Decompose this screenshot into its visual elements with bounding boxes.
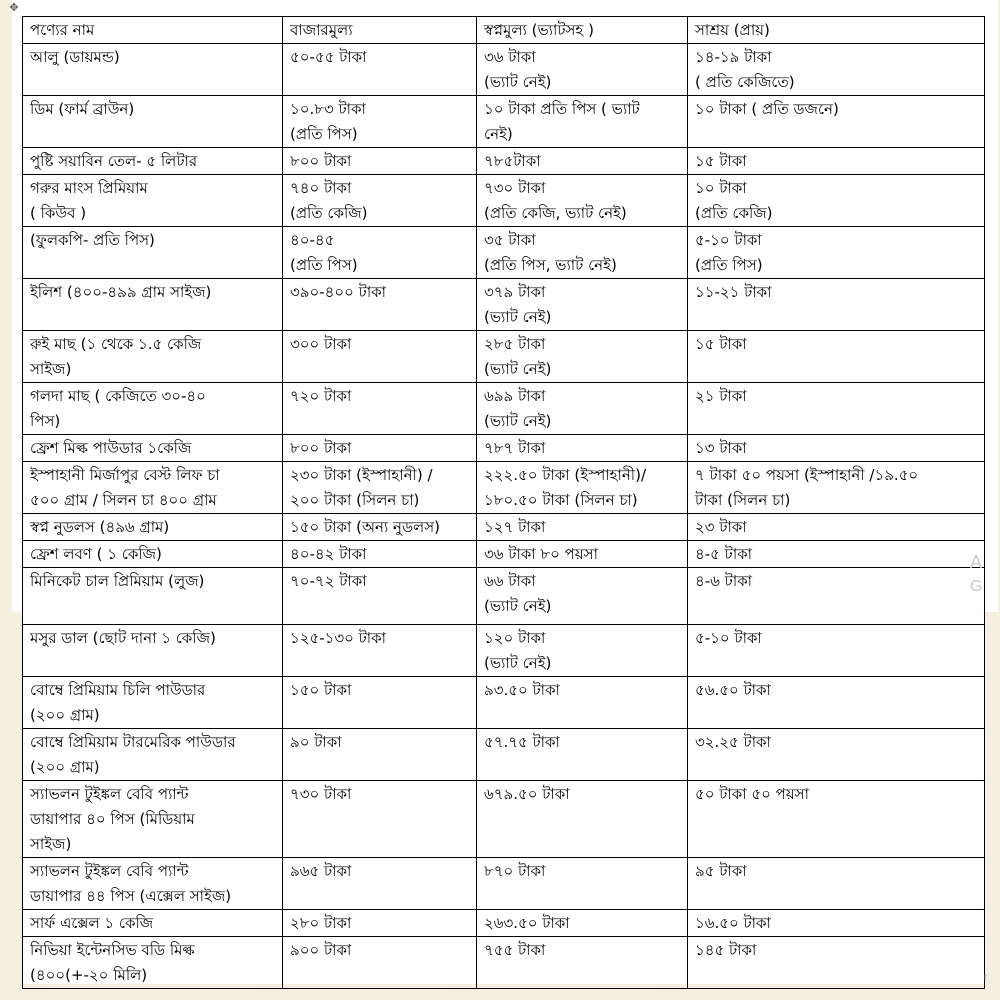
product-name-cell <box>23 148 283 175</box>
cell-text-line: ১৪-১৯ টাকা <box>695 48 772 66</box>
price-comparison-table <box>22 16 988 989</box>
table-row <box>23 625 985 677</box>
market-price-cell <box>283 541 477 568</box>
cell-text-line: ১৫ টাকা <box>695 335 747 353</box>
cell-text-line: ৩৯০-৪০০ টাকা <box>290 283 387 301</box>
cell-text-line: ২১ টাকা <box>695 387 747 405</box>
savings-cell <box>688 435 985 462</box>
cell-text-line: গলদা মাছ ( কেজিতে ৩০-৪০ <box>30 387 206 405</box>
cell-text-line: ৬৭৯.৫০ টাকা <box>484 785 570 803</box>
cell-text-line: মসুর ডাল (ছোট দানা ১ কেজি) <box>30 629 216 647</box>
savings-cell <box>688 541 985 568</box>
header-savings: সাশ্রয় (প্রায়) <box>688 17 985 44</box>
product-name-cell <box>23 331 283 383</box>
table-row <box>23 175 985 227</box>
cell-text-line: ৭৪০ টাকা <box>290 179 352 197</box>
cell-text-line: ৪-৬ টাকা <box>695 572 753 590</box>
cell-text-line: মিনিকেট চাল প্রিমিয়াম (লুজ) <box>30 572 205 590</box>
cell-text-line: ৮৭০ টাকা <box>484 862 546 880</box>
product-name-cell <box>23 435 283 462</box>
cell-text-line: ১২৭ টাকা <box>484 518 546 536</box>
product-name-cell <box>23 781 283 858</box>
cell-text-line: ৭৮৭ টাকা <box>484 439 546 457</box>
savings-cell <box>688 462 985 514</box>
market-price-cell <box>283 148 477 175</box>
table-row <box>23 514 985 541</box>
product-name-cell <box>23 383 283 435</box>
cell-text-line: ৫০০ গ্রাম / সিলন চা ৪০০ গ্রাম <box>30 491 217 509</box>
table-row <box>23 279 985 331</box>
cell-text-line: (প্রতি কেজি) <box>695 204 773 222</box>
table-row <box>23 227 985 279</box>
cell-text-line: ২২২.৫০ টাকা (ইস্পাহানী)/ <box>484 466 647 484</box>
table-row <box>23 781 985 858</box>
savings-cell <box>688 96 985 148</box>
market-price-cell <box>283 937 477 989</box>
savings-cell <box>688 331 985 383</box>
cell-text-line: ডায়াপার ৪৪ পিস (এক্সেল সাইজ) <box>30 887 232 905</box>
product-name-cell <box>23 729 283 781</box>
savings-cell <box>688 175 985 227</box>
cell-text-line: ইলিশ (৪০০-৪৯৯ গ্রাম সাইজ) <box>30 283 212 301</box>
cell-text-line: ডায়াপার ৪০ পিস (মিডিয়াম <box>30 810 195 828</box>
product-name-cell <box>23 937 283 989</box>
shwapno-price-cell <box>477 677 688 729</box>
cell-text-line: স্বপ্ন নুডলস (৪৯৬ গ্রাম) <box>30 518 170 536</box>
cell-text-line: ৩০০ টাকা <box>290 335 352 353</box>
cell-text-line: (ভ্যাট নেই) <box>484 597 552 615</box>
cell-text-line: ৫-১০ টাকা <box>695 231 762 249</box>
savings-cell <box>688 227 985 279</box>
cell-text-line: নেই) <box>484 125 513 143</box>
cell-text-line: (প্রতি পিস) <box>290 256 358 274</box>
cell-text-line: (প্রতি কেজি, ভ্যাট নেই) <box>484 204 627 222</box>
market-price-cell <box>283 625 477 677</box>
table-row <box>23 44 985 96</box>
cell-text-line: ২৩ টাকা <box>695 518 747 536</box>
cell-text-line: ১১-২১ টাকা <box>695 283 772 301</box>
table-row <box>23 148 985 175</box>
cell-text-line: ৯৬৫ টাকা <box>290 862 352 880</box>
cell-text-line: ৮০০ টাকা <box>290 152 352 170</box>
cell-text-line: ৩৭৯ টাকা <box>484 283 546 301</box>
market-price-cell <box>283 677 477 729</box>
table-move-handle-icon[interactable]: ✥ <box>9 1 19 14</box>
cell-text-line: ৪-৫ টাকা <box>695 545 753 563</box>
table-header-row <box>23 17 985 44</box>
market-price-cell <box>283 568 477 625</box>
market-price-cell <box>283 781 477 858</box>
cell-text-line: (ভ্যাট নেই) <box>484 73 552 91</box>
cell-text-line: ৭৫৫ টাকা <box>484 941 546 959</box>
cell-text-line: পিস) <box>30 412 61 430</box>
cell-text-line: ৯৫ টাকা <box>695 862 747 880</box>
table-row <box>23 541 985 568</box>
cell-text-line: (ভ্যাট নেই) <box>484 360 552 378</box>
table-row <box>23 96 985 148</box>
cell-text-line: ৯০০ টাকা <box>290 941 352 959</box>
cell-text-line: ৯০ টাকা <box>290 733 342 751</box>
market-price-cell <box>283 858 477 910</box>
cell-text-line: ৩৬ টাকা ৮০ পয়সা <box>484 545 598 563</box>
cell-text-line: (ভ্যাট নেই) <box>484 308 552 326</box>
shwapno-price-cell <box>477 435 688 462</box>
product-name-cell <box>23 227 283 279</box>
cell-text-line: ১০ টাকা প্রতি পিস ( ভ্যাট <box>484 100 640 118</box>
savings-cell <box>688 858 985 910</box>
shwapno-price-cell <box>477 148 688 175</box>
shwapno-price-cell <box>477 462 688 514</box>
cell-text-line: ৭৮৫টাকা <box>484 152 541 170</box>
market-price-cell <box>283 910 477 937</box>
savings-cell <box>688 383 985 435</box>
cell-text-line: ৫০ টাকা ৫০ পয়সা <box>695 785 809 803</box>
cell-text-line: ৭৩০ টাকা <box>484 179 546 197</box>
product-name-cell <box>23 175 283 227</box>
cell-text-line: ১৫০ টাকা <box>290 681 352 699</box>
side-mark-a: A <box>970 552 983 572</box>
shwapno-price-cell <box>477 175 688 227</box>
savings-cell <box>688 279 985 331</box>
savings-cell <box>688 625 985 677</box>
cell-text-line: পুষ্টি সয়াবিন তেল- ৫ লিটার <box>30 152 198 170</box>
cell-text-line: ১০ টাকা ( প্রতি ডজনে) <box>695 100 839 118</box>
cell-text-line: ৭২০ টাকা <box>290 387 352 405</box>
product-name-cell <box>23 858 283 910</box>
market-price-cell <box>283 331 477 383</box>
market-price-cell <box>283 279 477 331</box>
side-mark-r: r <box>984 972 988 983</box>
product-name-cell <box>23 910 283 937</box>
market-price-cell <box>283 383 477 435</box>
shwapno-price-cell <box>477 541 688 568</box>
shwapno-price-cell <box>477 910 688 937</box>
shwapno-price-cell <box>477 568 688 625</box>
cell-text-line: ৫-১০ টাকা <box>695 629 762 647</box>
product-name-cell <box>23 514 283 541</box>
product-name-cell <box>23 44 283 96</box>
shwapno-price-cell <box>477 729 688 781</box>
cell-text-line: (প্রতি কেজি) <box>290 204 368 222</box>
savings-cell <box>688 677 985 729</box>
cell-text-line: সাইজ) <box>30 360 72 378</box>
market-price-cell <box>283 514 477 541</box>
cell-text-line: ৬৬ টাকা <box>484 572 536 590</box>
table-row <box>23 462 985 514</box>
cell-text-line: সাইজ) <box>30 835 72 853</box>
market-price-cell <box>283 44 477 96</box>
cell-text-line: ১৫ টাকা <box>695 152 747 170</box>
side-mark-g: G <box>970 578 983 595</box>
cell-text-line: বোম্বে প্রিমিয়াম টারমেরিক পাউডার <box>30 733 236 751</box>
cell-text-line: ৫৭.৭৫ টাকা <box>484 733 560 751</box>
cell-text-line: ৫০-৫৫ টাকা <box>290 48 367 66</box>
cell-text-line: ৩২.২৫ টাকা <box>695 733 771 751</box>
cell-text-line: (৪০০(+-২০ মিলি) <box>30 966 148 984</box>
savings-cell <box>688 568 985 625</box>
cell-text-line: ৮০০ টাকা <box>290 439 352 457</box>
market-price-cell <box>283 729 477 781</box>
cell-text-line: ১২৫-১৩০ টাকা <box>290 629 387 647</box>
cell-text-line: রুই মাছ (১ থেকে ১.৫ কেজি <box>30 335 202 353</box>
shwapno-price-cell <box>477 279 688 331</box>
cell-text-line: (ভ্যাট নেই) <box>484 654 552 672</box>
cell-text-line: ১২০ টাকা <box>484 629 546 647</box>
savings-cell <box>688 781 985 858</box>
cell-text-line: (প্রতি পিস) <box>695 256 763 274</box>
product-name-cell <box>23 677 283 729</box>
cell-text-line: নিভিয়া ইন্টেনসিভ বডি মিল্ক <box>30 941 195 959</box>
table-row <box>23 677 985 729</box>
cell-text-line: ১০.৮৩ টাকা <box>290 100 366 118</box>
cell-text-line: (প্রতি পিস) <box>290 125 358 143</box>
cell-text-line: (২০০ গ্রাম) <box>30 758 100 776</box>
cell-text-line: ১৫০ টাকা (অন্য নুডলস) <box>290 518 440 536</box>
cell-text-line: ৯৩.৫০ টাকা <box>484 681 560 699</box>
table-row <box>23 331 985 383</box>
shwapno-price-cell <box>477 937 688 989</box>
cell-text-line: ৩৫ টাকা <box>484 231 536 249</box>
savings-cell <box>688 910 985 937</box>
product-name-cell <box>23 462 283 514</box>
market-price-cell <box>283 227 477 279</box>
shwapno-price-cell <box>477 858 688 910</box>
cell-text-line: ( প্রতি কেজিতে) <box>695 73 795 91</box>
cell-text-line: ১৬.৫০ টাকা <box>695 914 771 932</box>
savings-cell <box>688 148 985 175</box>
table-row <box>23 910 985 937</box>
table-row <box>23 383 985 435</box>
savings-cell <box>688 44 985 96</box>
cell-text-line: (ফুলকপি- প্রতি পিস) <box>30 231 155 249</box>
cell-text-line: ৬৯৯ টাকা <box>484 387 546 405</box>
product-name-cell <box>23 279 283 331</box>
market-price-cell <box>283 435 477 462</box>
cell-text-line: ২০০ টাকা (সিলন চা) <box>290 491 420 509</box>
shwapno-price-cell <box>477 331 688 383</box>
market-price-cell <box>283 175 477 227</box>
cell-text-line: ২৩০ টাকা (ইস্পাহানী) / <box>290 466 433 484</box>
cell-text-line: গরুর মাংস প্রিমিয়াম <box>30 179 148 197</box>
cell-text-line: বোম্বে প্রিমিয়াম চিলি পাউডার <box>30 681 206 699</box>
cell-text-line: ২৮০ টাকা <box>290 914 352 932</box>
cell-text-line: (প্রতি পিস, ভ্যাট নেই) <box>484 256 617 274</box>
cell-text-line: স্যাভলন টুইঙ্কল বেবি প্যান্ট <box>30 785 189 803</box>
cell-text-line: (২০০ গ্রাম) <box>30 706 100 724</box>
cell-text-line: ৪০-৪৫ <box>290 231 335 249</box>
cell-text-line: ৭৩০ টাকা <box>290 785 352 803</box>
product-name-cell <box>23 541 283 568</box>
shwapno-price-cell <box>477 227 688 279</box>
savings-cell <box>688 729 985 781</box>
cell-text-line: ৭০-৭২ টাকা <box>290 572 367 590</box>
cell-text-line: ১৮০.৫০ টাকা (সিলন চা) <box>484 491 638 509</box>
shwapno-price-cell <box>477 625 688 677</box>
cell-text-line: ফ্রেশ মিল্ক পাউডার ১কেজি <box>30 439 192 457</box>
table-row <box>23 435 985 462</box>
cell-text-line: স্যাভলন টুইঙ্কল বেবি প্যান্ট <box>30 862 189 880</box>
cell-text-line: ৭ টাকা ৫০ পয়সা (ইস্পাহানী /১৯.৫০ <box>695 466 919 484</box>
shwapno-price-cell <box>477 96 688 148</box>
cell-text-line: ২৬৩.৫০ টাকা <box>484 914 570 932</box>
product-name-cell <box>23 568 283 625</box>
cell-text-line: ২৮৫ টাকা <box>484 335 546 353</box>
cell-text-line: ৫৬.৫০ টাকা <box>695 681 771 699</box>
table-row <box>23 937 985 989</box>
table-row <box>23 729 985 781</box>
product-name-cell <box>23 625 283 677</box>
table-row <box>23 568 985 625</box>
shwapno-price-cell <box>477 383 688 435</box>
cell-text-line: ৪০-৪২ টাকা <box>290 545 367 563</box>
savings-cell <box>688 937 988 989</box>
cell-text-line: সার্ফ এক্সেল ১ কেজি <box>30 914 154 932</box>
header-market-price: বাজারমুল্য <box>283 17 477 44</box>
shwapno-price-cell <box>477 44 688 96</box>
cell-text-line: ১৪৫ টাকা <box>695 941 757 959</box>
cell-text-line: ( কিউব ) <box>30 204 87 222</box>
cell-text-line: ৩৬ টাকা <box>484 48 536 66</box>
cell-text-line: (ভ্যাট নেই) <box>484 412 552 430</box>
cell-text-line: ইস্পাহানী মির্জাপুর বেস্ট লিফ চা <box>30 466 220 484</box>
product-name-cell <box>23 96 283 148</box>
savings-cell <box>688 514 985 541</box>
shwapno-price-cell <box>477 514 688 541</box>
cell-text-line: ১৩ টাকা <box>695 439 747 457</box>
shwapno-price-cell <box>477 781 688 858</box>
cell-text-line: আলু (ডায়মন্ড) <box>30 48 120 66</box>
table-row <box>23 858 985 910</box>
cell-text-line: টাকা (সিলন চা) <box>695 491 791 509</box>
header-product-name: পণ্যের নাম <box>23 17 283 44</box>
market-price-cell <box>283 96 477 148</box>
cell-text-line: ফ্রেশ লবণ ( ১ কেজি) <box>30 545 162 563</box>
cell-text-line: ১০ টাকা <box>695 179 747 197</box>
header-shwapno-price: স্বপ্নমুল্য (ভ্যাটসহ ) <box>477 17 688 44</box>
market-price-cell <box>283 462 477 514</box>
cell-text-line: ডিম (ফার্ম ব্রাউন) <box>30 100 135 118</box>
